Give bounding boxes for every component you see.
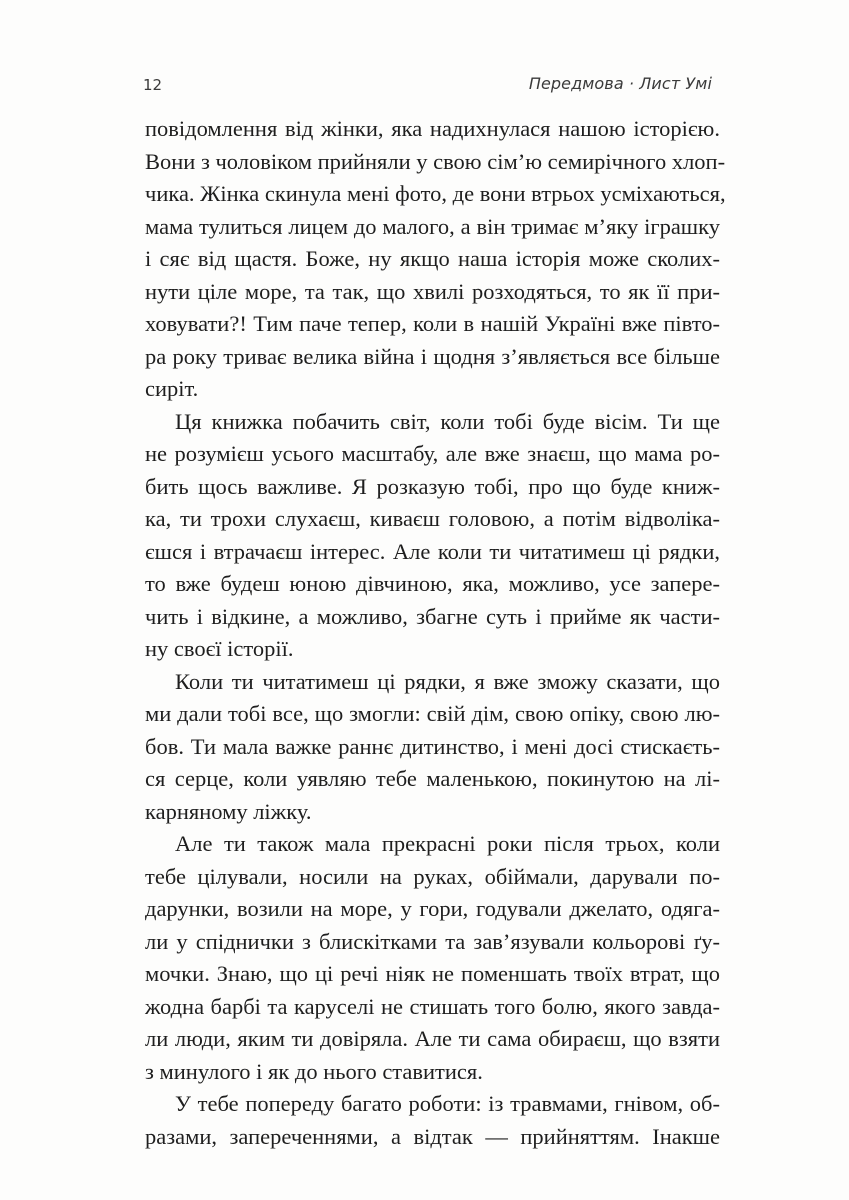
text-line: то вже будеш юною дівчиною, яка, можливо, усе запере- xyxy=(145,571,720,596)
text-line: не розумієш усього масштабу, але вже знаєш, що мама ро- xyxy=(145,441,720,466)
text-line: Ця книжка побачить світ, коли тобі буде вісім. Ти ще xyxy=(175,408,720,434)
text-line: дарунки, возили на море, у гори, годували джелато, одяга- xyxy=(145,896,720,921)
text-line: ну своєї історії. xyxy=(145,636,294,661)
text-line: мама тулиться лицем до малого, а він тримає м’яку іграшку xyxy=(145,213,720,239)
text-line: ли люди, яким ти довіряла. Але ти сама обираєш, що взяти xyxy=(145,1026,720,1051)
text-line: У тебе попереду багато роботи: із травмами, гнівом, об- xyxy=(175,1091,720,1116)
text-line: ли у спіднички з блискітками та зав’язували кольорові ґу- xyxy=(145,928,720,954)
text-line: ся серце, коли уявляю тебе маленькою, покинутою на лі- xyxy=(145,766,720,791)
text-line: разами, запереченнями, а відтак — прийняттям. Інакше xyxy=(145,1123,720,1149)
running-title: Передмова · Лист Умі xyxy=(528,74,712,93)
running-head xyxy=(143,74,728,98)
text-line: Коли ти читатимеш ці рядки, я вже зможу сказати, що xyxy=(175,668,720,694)
text-line: карняному ліжку. xyxy=(145,798,312,824)
text-line: ми дали тобі все, що змогли: свій дім, свою опіку, свою лю- xyxy=(145,701,720,726)
text-line: сиріт. xyxy=(145,376,199,401)
text-line: бов. Ти мала важке раннє дитинство, і мені досі стискаєть- xyxy=(145,733,720,759)
paragraph xyxy=(145,666,720,829)
paragraph xyxy=(145,406,720,666)
text-line: жодна барбі та каруселі не стишать того болю, якого завда- xyxy=(145,993,720,1019)
paragraph xyxy=(145,828,720,1088)
text-line: тебе цілували, носили на руках, обіймали, дарували по- xyxy=(145,863,720,889)
text-line: бить щось важливе. Я розказую тобі, про що буде книж- xyxy=(145,473,720,499)
text-line: ховувати?! Тим паче тепер, коли в нашій Україні вже півто- xyxy=(145,311,720,336)
paragraph xyxy=(145,113,726,406)
text-line: повідомлення від жінки, яка надихнулася нашою історією. xyxy=(145,116,720,141)
text-line: чика. Жінка скинула мені фото, де вони втрьох усміхаються, xyxy=(145,181,726,206)
body-text xyxy=(145,113,726,1153)
text-line: Вони з чоловіком прийняли у свою сім’ю семирічного хлоп- xyxy=(145,148,726,174)
text-line: ра року триває велика війна і щодня з’являється все більше xyxy=(145,343,720,369)
paragraph xyxy=(145,1088,720,1153)
page-number: 12 xyxy=(143,76,163,94)
text-line: Але ти також мала прекрасні роки після трьох, коли xyxy=(175,831,720,856)
text-line: з минулого і як до нього ставитися. xyxy=(145,1058,483,1084)
text-line: єшся і втрачаєш інтерес. Але коли ти читатимеш ці рядки, xyxy=(145,538,720,564)
text-line: нути ціле море, та так, що хвилі розходяться, то як її при- xyxy=(145,278,720,304)
text-line: мочки. Знаю, що ці речі ніяк не поменшать твоїх втрат, що xyxy=(145,961,720,986)
text-line: ка, ти трохи слухаєш, киваєш головою, а потім відволіка- xyxy=(145,506,720,531)
text-line: і сяє від щастя. Боже, ну якщо наша історія може сколих- xyxy=(145,246,720,271)
text-line: чить і відкине, а можливо, збагне суть і прийме як части- xyxy=(145,603,720,629)
